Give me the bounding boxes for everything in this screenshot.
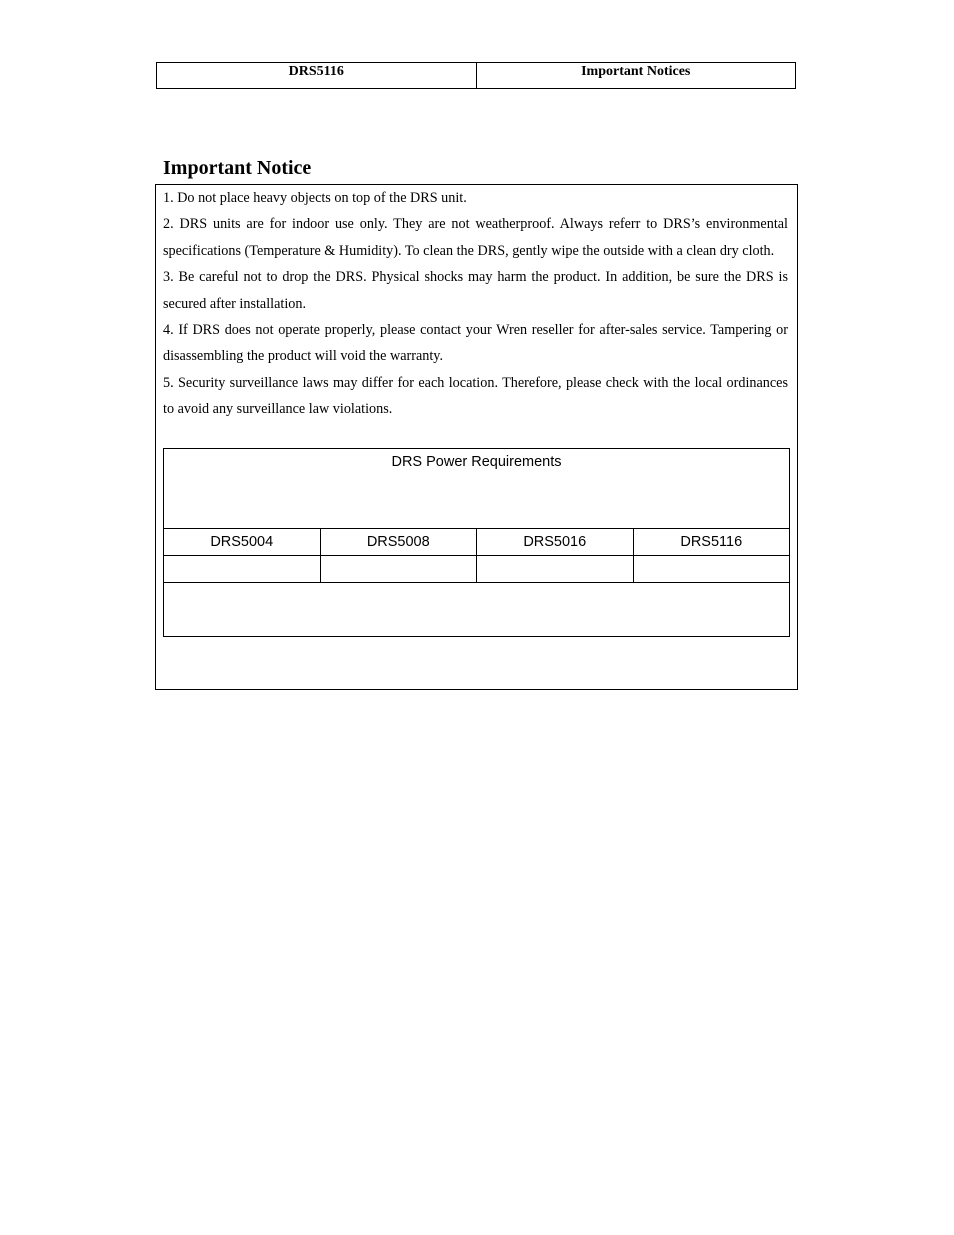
power-model-cell: DRS5116: [633, 529, 790, 555]
power-note-cell: [164, 583, 789, 636]
power-requirements-title: DRS Power Requirements: [164, 449, 789, 529]
notice-list: [163, 185, 788, 423]
power-value-row: [164, 556, 789, 583]
section-title: Important Notice: [163, 157, 312, 179]
power-value-cell: [164, 556, 320, 582]
header-section: Important Notices: [476, 63, 796, 88]
power-value-cell: [320, 556, 477, 582]
power-model-row: [164, 529, 789, 556]
notice-item-3: 3. Be careful not to drop the DRS. Physical shocks may harm the product. In addition, be sure the DRS is secured after installation.: [163, 269, 788, 312]
header-model: DRS5116: [288, 64, 344, 79]
power-model-cell: DRS5004: [210, 534, 274, 550]
power-requirements-table: [163, 448, 790, 637]
notice-item-5: 5. Security surveillance laws may differ for each location. Therefore, please check with the local ordinances to avoid any surveillance law violations.: [163, 374, 788, 418]
notice-box: [155, 184, 798, 690]
power-model-cell: DRS5008: [320, 529, 477, 555]
notice-item-4: 4. If DRS does not operate properly, please contact your Wren reseller for after-sales service. Tampering or disassembling the product will void the warranty.: [163, 322, 788, 365]
power-model-cell: DRS5016: [476, 529, 633, 555]
power-value-cell: [476, 556, 633, 582]
page-header-table: [156, 62, 796, 89]
notice-item-1: 1. Do not place heavy objects on top of the DRS unit.: [163, 190, 467, 206]
power-value-cell: [633, 556, 790, 582]
notice-item-2: 2. DRS units are for indoor use only. They are not weatherproof. Always referr to DRS’s environmental specifications (Temperature & Humidity). To clean the DRS, gently wipe the outside with a clean dry cloth.: [163, 216, 788, 259]
